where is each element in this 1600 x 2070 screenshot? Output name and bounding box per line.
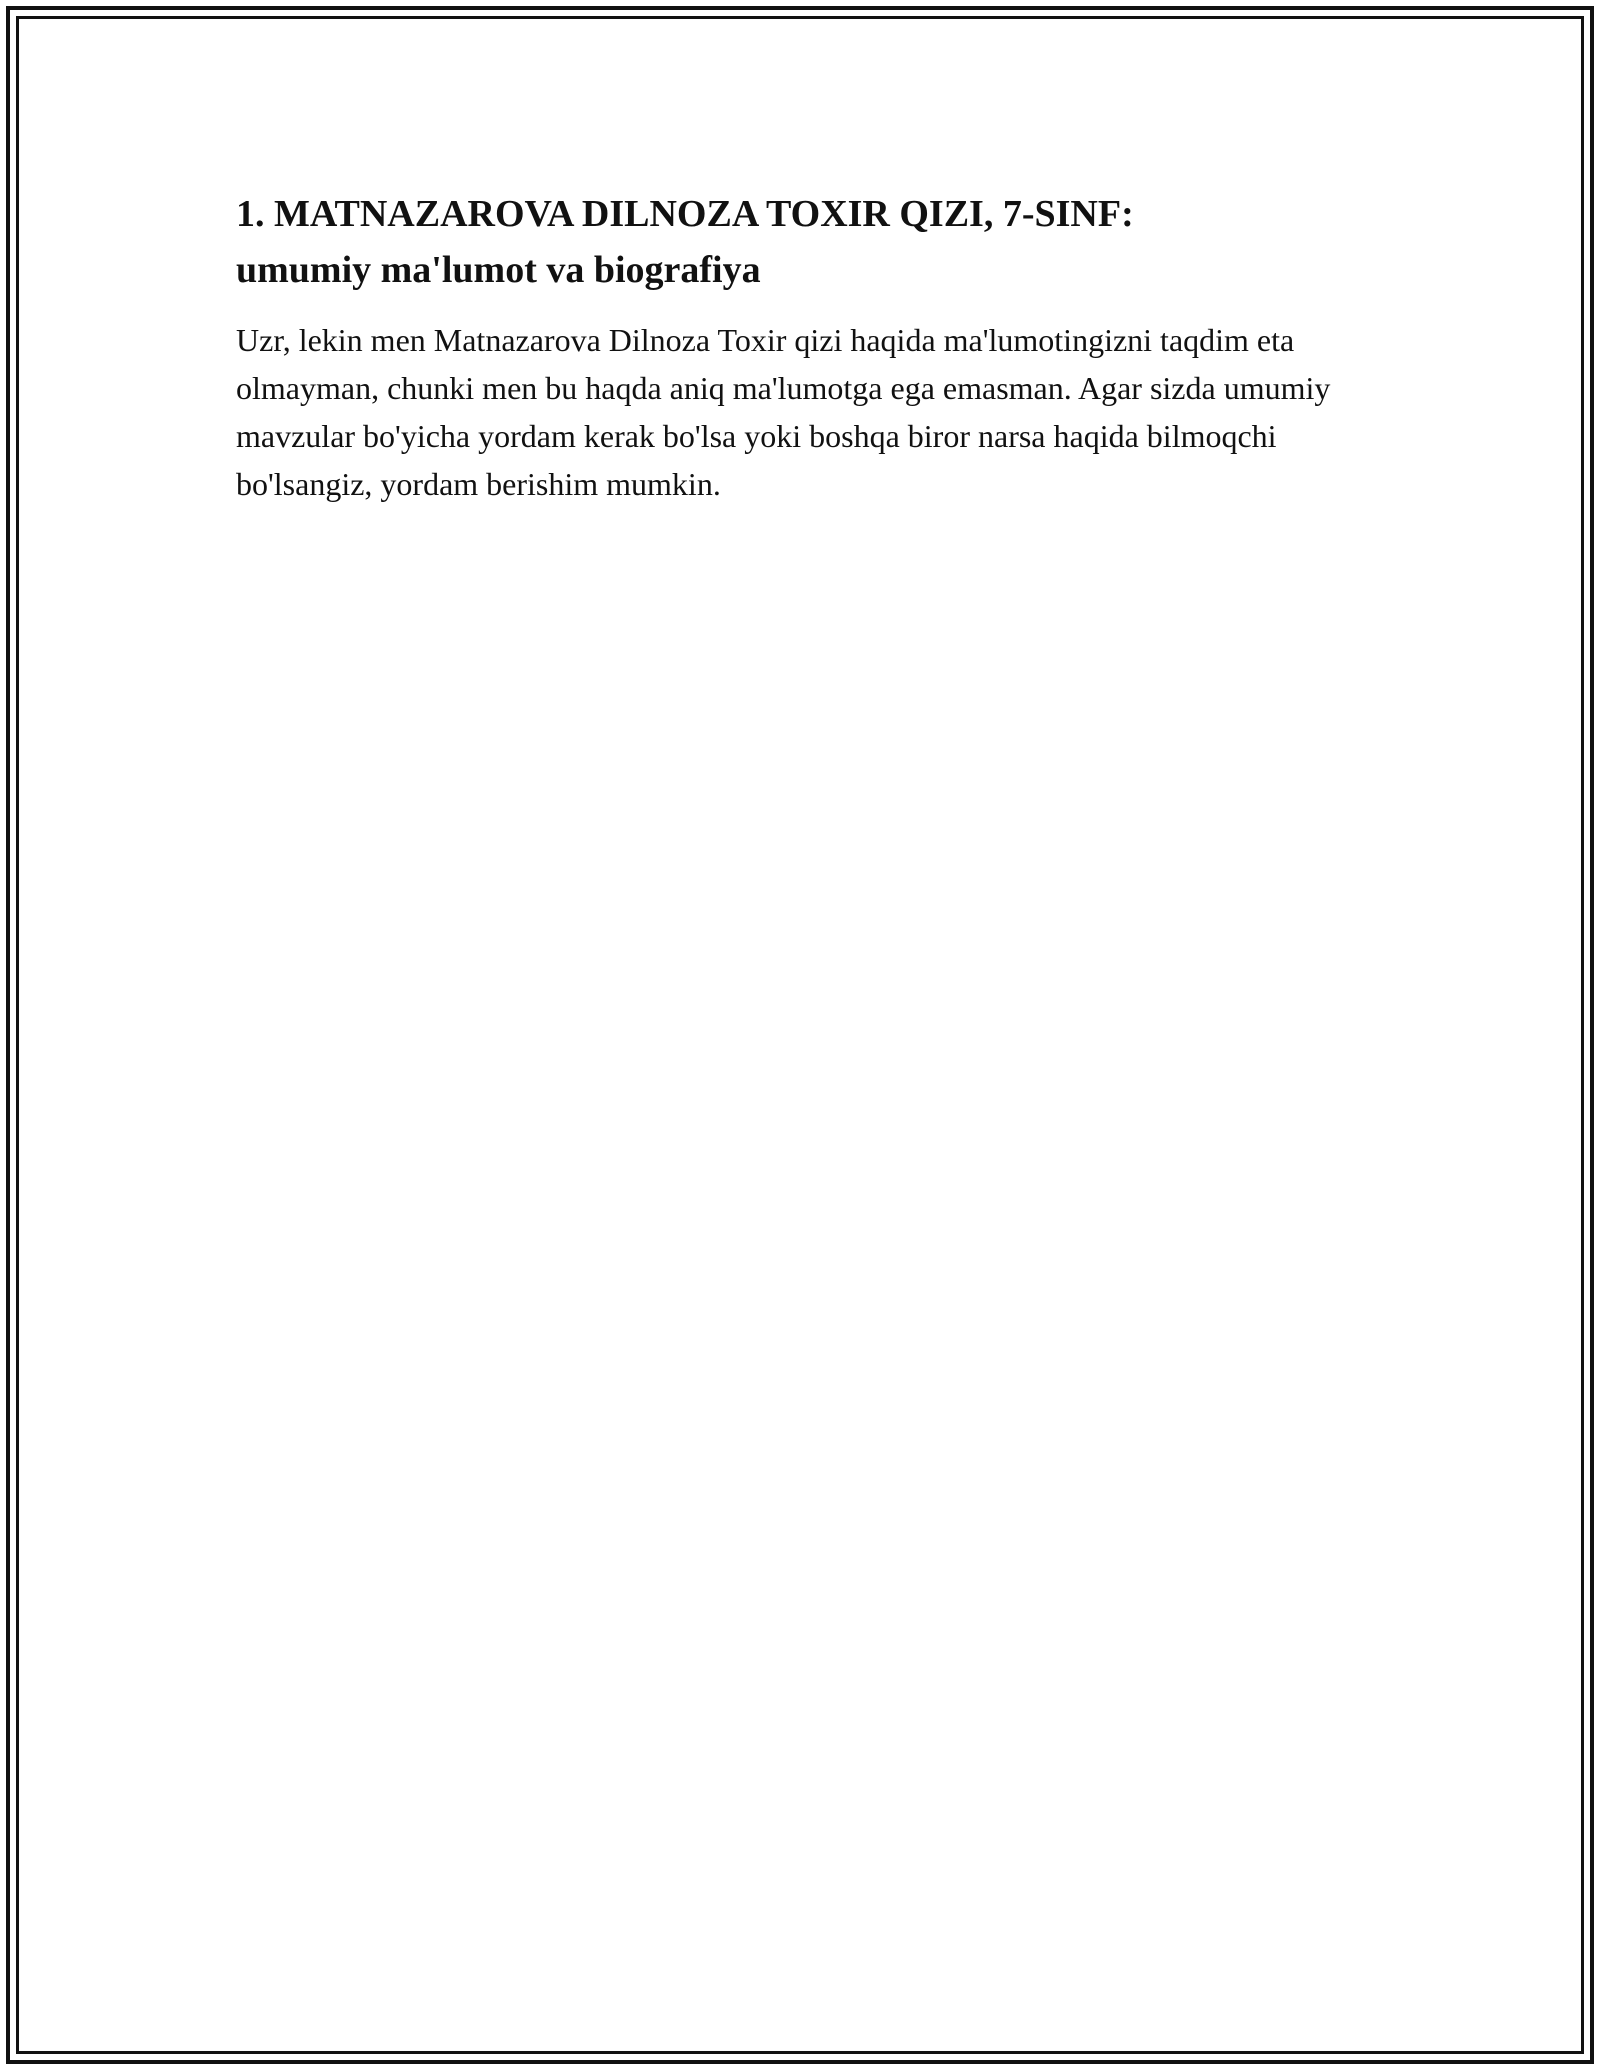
heading-line-1: 1. MATNAZAROVA DILNOZA TOXIR QIZI, 7-SINF: <box>236 193 1134 235</box>
body-paragraph: Uzr, lekin men Matnazarova Dilnoza Toxir qizi haqida ma'lumotingizni taqdim eta olmayman, chunki men bu haqda aniq ma'lumotga ega emasman. Agar sizda umumiy mavzular bo'yicha yordam kerak bo'lsa yoki boshqa biror narsa haqida bilmoqchi bo'lsangiz, yordam berishim mumkin. <box>236 322 1331 502</box>
document-content <box>236 186 1396 508</box>
section-heading <box>236 186 1396 298</box>
heading-line-2: umumiy ma'lumot va biografiya <box>236 249 761 291</box>
